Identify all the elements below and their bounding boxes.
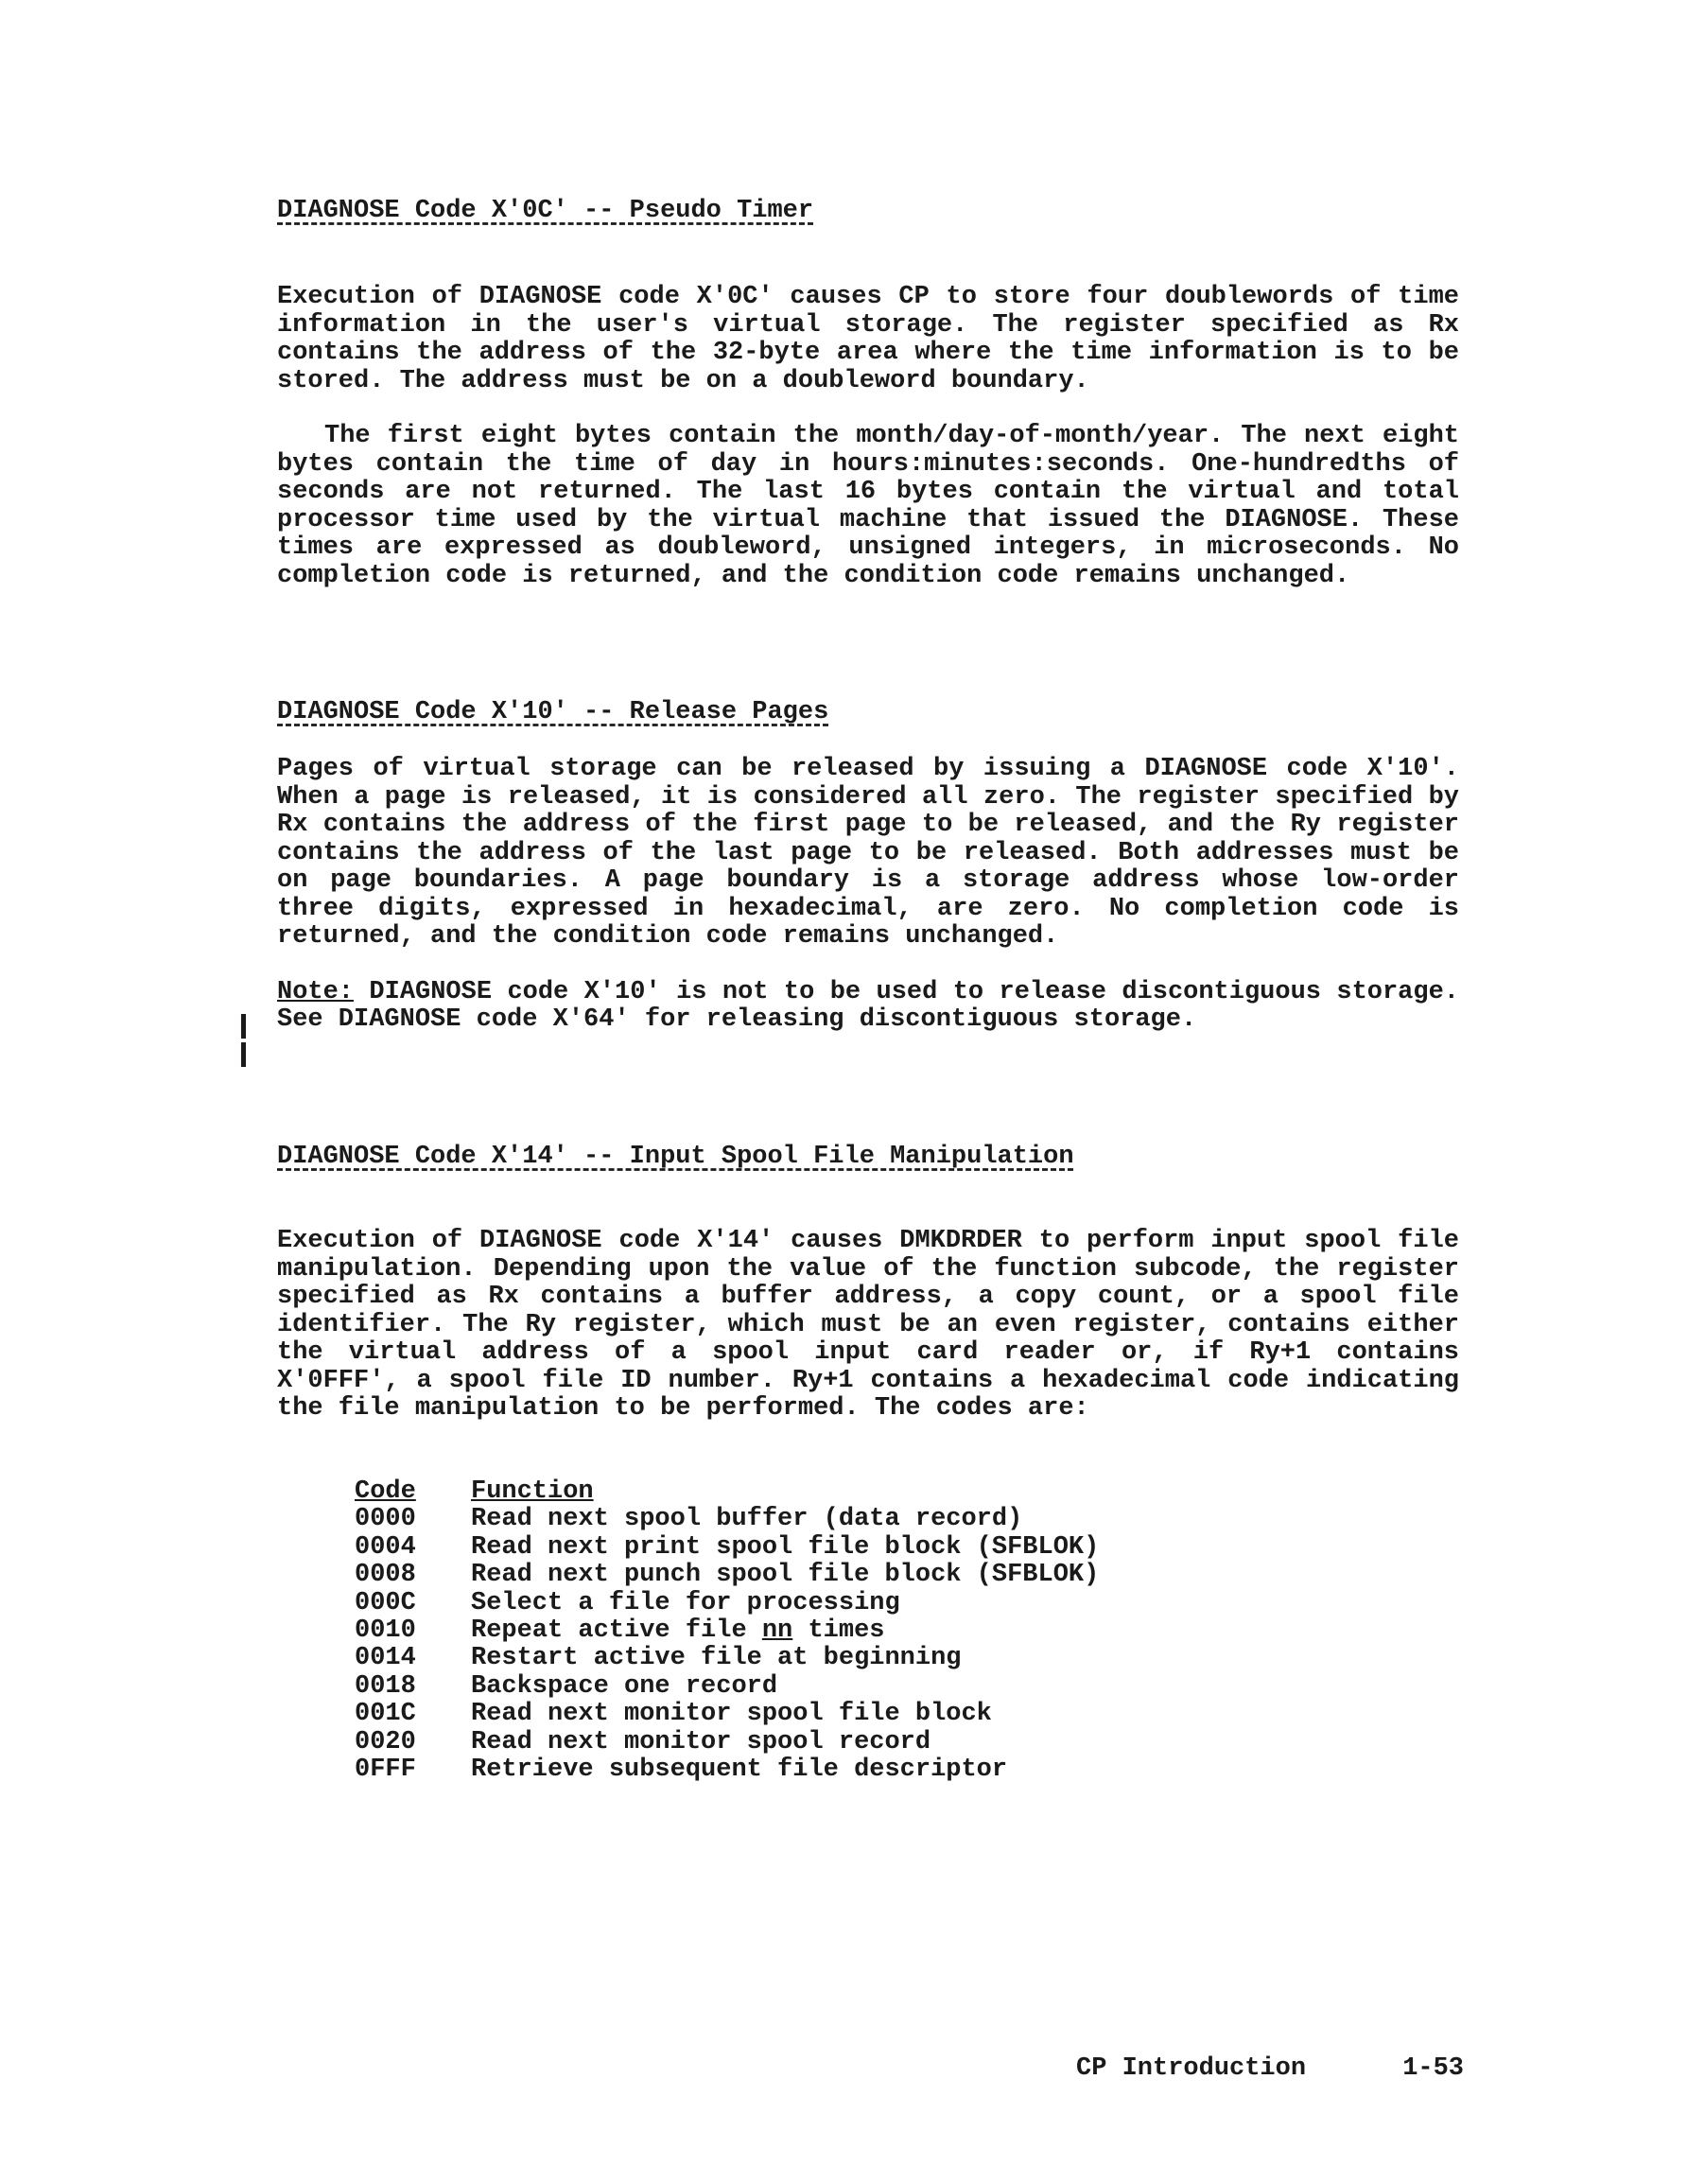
paragraph: The first eight bytes contain the month/day-of-month/year. The next eight bytes contain the time of day in hours:minutes:seconds. One-hundredths of seconds are not returned. The last 16 bytes contain the virtual and total processor time used by the virtual machine that issued the DIAGNOSE. These times are expressed as doubleword, unsigned integers, in microseconds. No completion code is returned, and the condition code remains unchanged. [277,422,1459,590]
paragraph: Execution of DIAGNOSE code X'0C' causes CP to store four doublewords of time information in the user's virtual storage. The register specified as Rx contains the address of the 32-byte area where the time information is to be stored. The address must be on a doubleword boundary. [277,283,1459,395]
function-cell: Restart active file at beginning [471,1644,962,1673]
section-input-spool-file-manipulation [277,1143,1459,1424]
table-row [355,1756,1099,1784]
function-cell [471,1617,884,1645]
table-row [355,1506,1099,1533]
note-label: Note: [277,977,355,1006]
page-number: 1-53 [1402,2054,1464,2083]
code-cell: 0FFF [355,1756,416,1785]
function-text: times [792,1616,885,1646]
function-cell: Retrieve subsequent file descriptor [471,1756,1008,1785]
table-row [355,1645,1099,1672]
function-cell: Read next monitor spool file block [471,1700,992,1729]
function-variable: nn [761,1616,793,1646]
code-cell: 0008 [355,1561,416,1590]
section-pseudo-timer [277,197,1459,590]
table-row [355,1701,1099,1728]
function-cell: Read next print spool file block (SFBLOK) [471,1532,1100,1562]
table-row [355,1562,1099,1589]
column-header-code: Code [355,1477,416,1506]
note-text: DIAGNOSE code X'10' is not to be used to release discontiguous storage. See DIAGNOSE code X'64' for releasing discontiguous storage. [277,977,1459,1034]
table-row [355,1617,1099,1645]
function-cell: Read next monitor spool record [471,1727,931,1756]
code-cell: 0018 [355,1671,416,1701]
function-cell: Select a file for processing [471,1588,900,1617]
revision-bar [241,1042,246,1067]
function-cell: Backspace one record [471,1671,778,1701]
code-cell: 000C [355,1588,416,1617]
note-paragraph [277,979,1459,1035]
code-cell: 001C [355,1700,416,1729]
table-row [355,1673,1099,1701]
code-cell: 0020 [355,1727,416,1756]
table-row [355,1590,1099,1617]
table-header [355,1478,1099,1506]
table-row [355,1729,1099,1756]
function-cell: Read next spool buffer (data record) [471,1505,1023,1534]
table-row [355,1534,1099,1562]
revision-bar [241,1014,246,1039]
code-cell: 0000 [355,1505,416,1534]
code-cell: 0010 [355,1616,416,1646]
function-cell: Read next punch spool file block (SFBLOK) [471,1561,1100,1590]
code-cell: 0014 [355,1644,416,1673]
code-cell: 0004 [355,1532,416,1562]
function-code-table [355,1478,1099,1784]
paragraph: Execution of DIAGNOSE code X'14' causes DMKDRDER to perform input spool file manipulation. Depending upon the value of the function subcode, the register specified as Rx contains a buffer address, a copy count, or a spool file identifier. The Ry register, which must be an even register, contains either the virtual address of a spool input card reader or, if Ry+1 contains X'0FFF', a spool file ID number. Ry+1 contains a hexadecimal code indicating the file manipulation to be performed. The codes are: [277,1227,1459,1423]
column-header-function: Function [471,1477,594,1506]
section-heading: DIAGNOSE Code X'0C' -- Pseudo Timer [277,197,814,225]
function-text: Repeat active file [471,1616,762,1646]
page-footer [1076,2054,1464,2083]
section-heading: DIAGNOSE Code X'14' -- Input Spool File Manipulation [277,1143,1074,1171]
footer-section-title: CP Introduction [1076,2054,1307,2083]
paragraph: Pages of virtual storage can be released by issuing a DIAGNOSE code X'10'. When a page is released, it is considered all zero. The register specified by Rx contains the address of the first page to be released, and the Ry register contains the address of the last page to be released. Both addresses must be on page boundaries. A page boundary is a storage address whose low-order three digits, expressed in hexadecimal, are zero. No completion code is returned, and the condition code remains unchanged. [277,755,1459,951]
section-heading: DIAGNOSE Code X'10' -- Release Pages [277,698,829,726]
section-release-pages [277,698,1459,1035]
